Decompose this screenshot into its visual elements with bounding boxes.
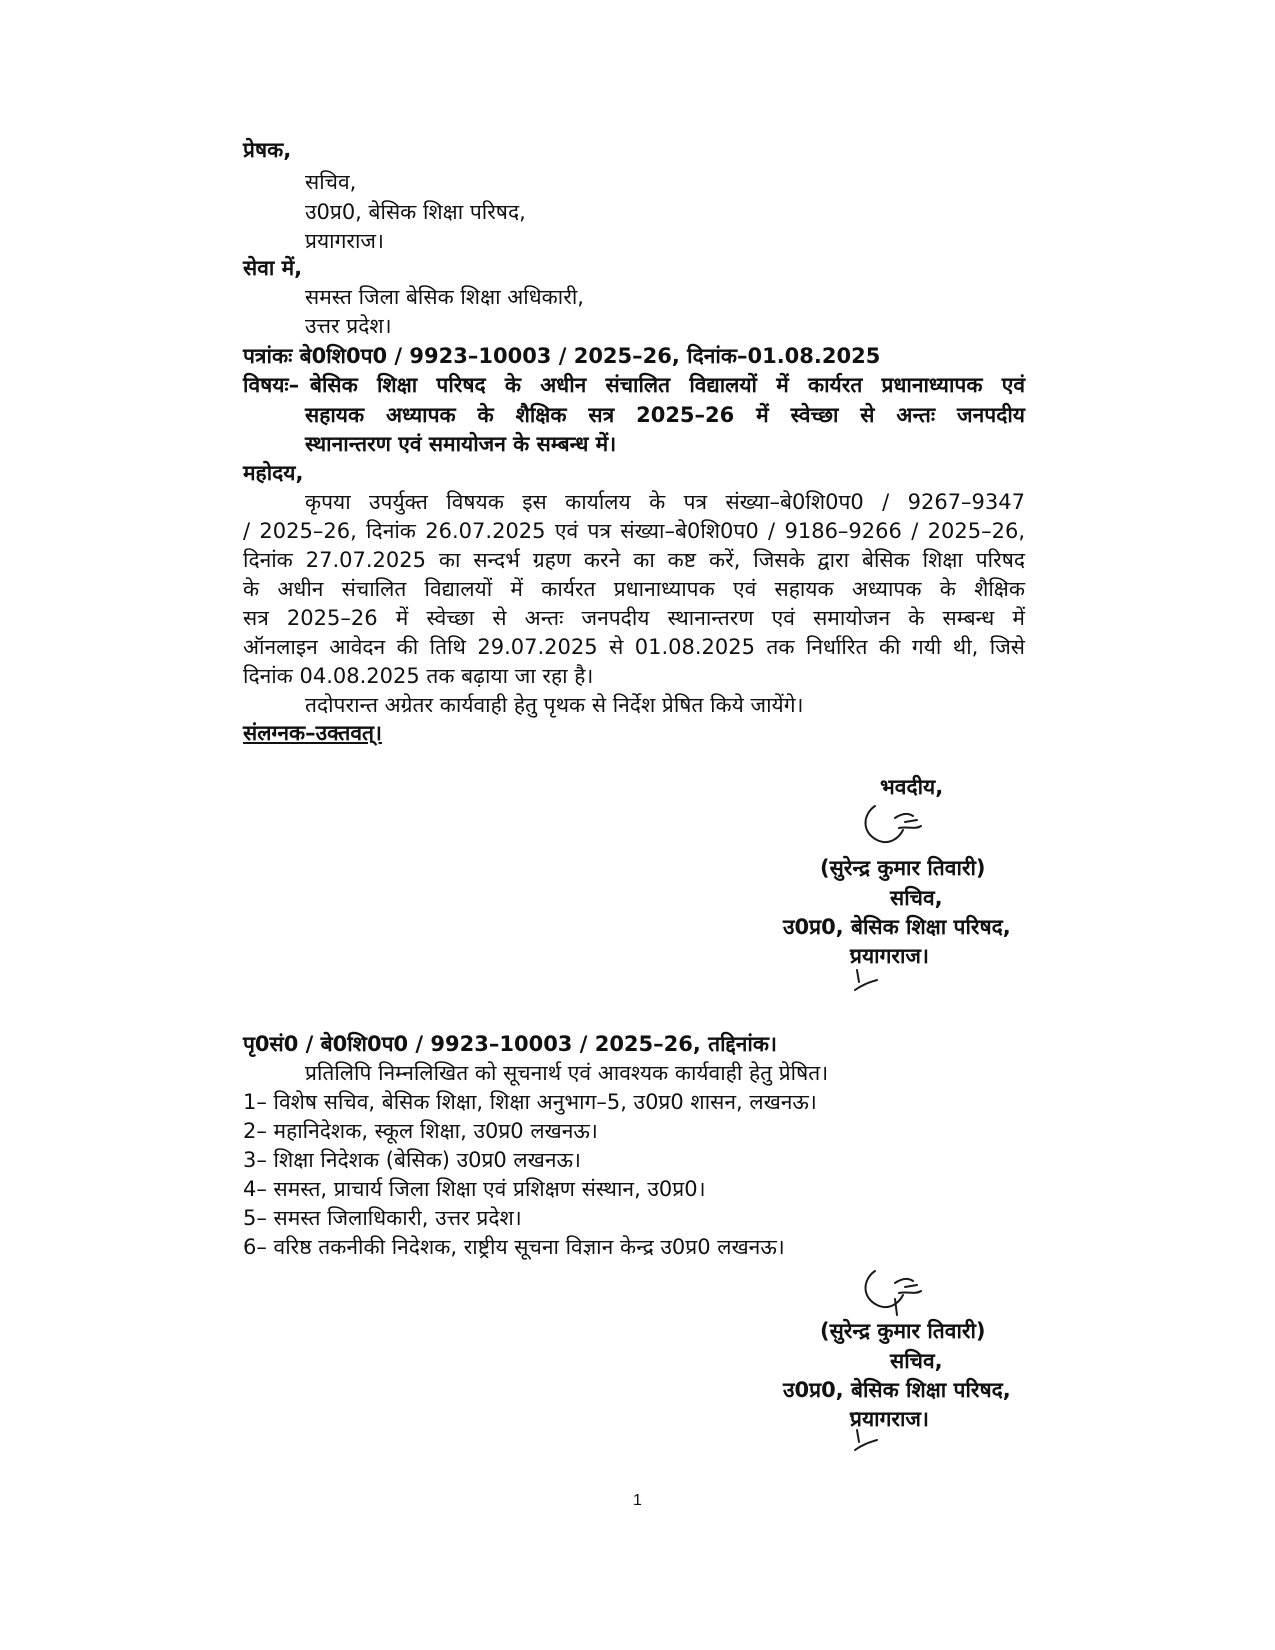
page-number: 1 xyxy=(633,1492,642,1509)
signatory-organisation: उ0प्र0, बेसिक शिक्षा परिषद, xyxy=(783,1378,1011,1402)
copy-list-item: 2– महानिदेशक, स्कूल शिक्षा, उ0प्र0 लखनऊ। xyxy=(243,1119,598,1143)
closing: भवदीय, xyxy=(880,775,944,799)
signature-icon xyxy=(855,1265,945,1320)
signatory-designation: सचिव, xyxy=(890,1349,943,1373)
body-line: दिनांक 04.08.2025 तक बढ़ाया जा रहा है। xyxy=(243,664,594,688)
salutation: महोदय, xyxy=(243,461,304,485)
body-paragraph-2: तदोपरान्त अग्रेतर कार्यवाही हेतु पृथक से निर्देश प्रेषित किये जायेंगे। xyxy=(305,693,804,717)
body-line: / 2025–26, दिनांक 26.07.2025 एवं पत्र संख्या–बे0शि0प0 / 9186–9266 / 2025–26, xyxy=(243,519,1025,543)
sender-line: सचिव, xyxy=(305,170,357,194)
signatory-organisation: उ0प्र0, बेसिक शिक्षा परिषद, xyxy=(783,915,1011,939)
subject-line: स्थानान्तरण एवं समायोजन के सम्बन्ध में। xyxy=(305,432,617,456)
body-line: कृपया उपर्युक्त विषयक इस कार्यालय के पत्र संख्या–बे0शि0प0 / 9267–9347 xyxy=(305,490,1025,514)
copy-list-item: 1– विशेष सचिव, बेसिक शिक्षा, शिक्षा अनुभाग–5, उ0प्र0 शासन, लखनऊ। xyxy=(243,1090,817,1114)
subject-line: बेसिक शिक्षा परिषद के अधीन संचालित विद्यालयों में कार्यरत प्रधानाध्यापक एवं xyxy=(310,373,1025,397)
recipient-line: उत्तर प्रदेश। xyxy=(305,314,392,338)
subject-line: सहायक अध्यापक के शैक्षिक सत्र 2025–26 में स्वेच्छा से अन्तः जनपदीय xyxy=(305,403,1025,427)
copy-list-item: 6– वरिष्ठ तकनीकी निदेशक, राष्ट्रीय सूचना विज्ञान केन्द्र उ0प्र0 लखनऊ। xyxy=(243,1235,785,1259)
copy-list-item: 3– शिक्षा निदेशक (बेसिक) उ0प्र0 लखनऊ। xyxy=(243,1148,581,1172)
recipient-line: समस्त जिला बेसिक शिक्षा अधिकारी, xyxy=(305,285,584,309)
body-line: दिनांक 27.07.2025 का सन्दर्भ ग्रहण करने का कष्ट करें, जिसके द्वारा बेसिक शिक्षा परिषद xyxy=(243,548,1025,572)
signatory-place: प्रयागराज। xyxy=(850,1407,929,1431)
signatory-name: (सुरेन्द्र कुमार तिवारी) xyxy=(820,856,986,880)
subject-label: विषयः– xyxy=(243,373,300,397)
copy-list-item: 4– समस्त, प्राचार्य जिला शिक्षा एवं प्रशिक्षण संस्थान, उ0प्र0। xyxy=(243,1177,706,1201)
signature-icon xyxy=(855,800,945,850)
sender-line: प्रयागराज। xyxy=(305,229,384,253)
initials-icon xyxy=(845,1402,885,1454)
body-line: के अधीन संचालित विद्यालयों में कार्यरत प्रधानाध्यापक एवं सहायक अध्यापक के शैक्षिक xyxy=(243,577,1025,601)
body-line: ऑनलाइन आवेदन की तिथि 29.07.2025 से 01.08.2025 तक निर्धारित की गयी थी, जिसे xyxy=(243,635,1025,659)
copy-list-item: 5– समस्त जिलाधिकारी, उत्तर प्रदेश। xyxy=(243,1206,522,1230)
recipient-label: सेवा में, xyxy=(243,256,303,280)
copy-intro: प्रतिलिपि निम्नलिखित को सूचनार्थ एवं आवश्यक कार्यवाही हेतु प्रेषित। xyxy=(305,1061,829,1085)
copy-reference: पृ0सं0 / बे0शि0प0 / 9923–10003 / 2025–26, तद्दिनांक। xyxy=(243,1032,777,1056)
body-line: सत्र 2025–26 में स्वेच्छा से अन्तः जनपदीय स्थानान्तरण एवं समायोजन के सम्बन्ध में xyxy=(243,606,1025,630)
enclosure-note: संलग्नक–उक्तवत्। xyxy=(243,721,382,745)
initials-icon xyxy=(845,940,885,995)
sender-line: उ0प्र0, बेसिक शिक्षा परिषद, xyxy=(305,200,526,224)
signatory-designation: सचिव, xyxy=(890,886,943,910)
signatory-name: (सुरेन्द्र कुमार तिवारी) xyxy=(820,1319,986,1343)
sender-label: प्रेषक, xyxy=(243,138,292,162)
signatory-place: प्रयागराज। xyxy=(850,944,929,968)
letter-reference: पत्रांकः बे0शि0प0 / 9923–10003 / 2025–26, दिनांक–01.08.2025 xyxy=(243,344,881,368)
